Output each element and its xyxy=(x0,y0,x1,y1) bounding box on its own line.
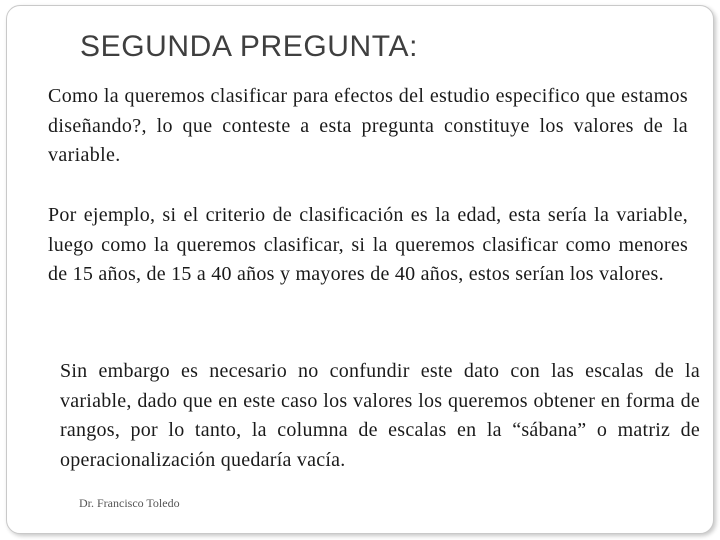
paragraph-example: Por ejemplo, si el criterio de clasificación es la edad, esta sería la variable, luego como la queremos clasificar, si la queremos clasificar como menores de 15 años, de 15 a 40 años y mayores de 40 años, estos serían los valores. xyxy=(48,204,688,285)
paragraph-question: Como la queremos clasificar para efectos del estudio especifico que estamos diseñando?, lo que conteste a esta pregunta constituye los valores de la variable. xyxy=(48,85,688,166)
paragraph-note: Sin embargo es necesario no confundir este dato con las escalas de la variable, dado que en este caso los valores los queremos obtener en forma de rangos, por lo tanto, la columna de escalas en la “sábana” o matriz de operacionalización quedaría vacía. xyxy=(60,360,700,471)
slide-footer-author: Dr. Francisco Toledo xyxy=(79,496,180,510)
slide-title: SEGUNDA PREGUNTA: xyxy=(80,30,419,63)
